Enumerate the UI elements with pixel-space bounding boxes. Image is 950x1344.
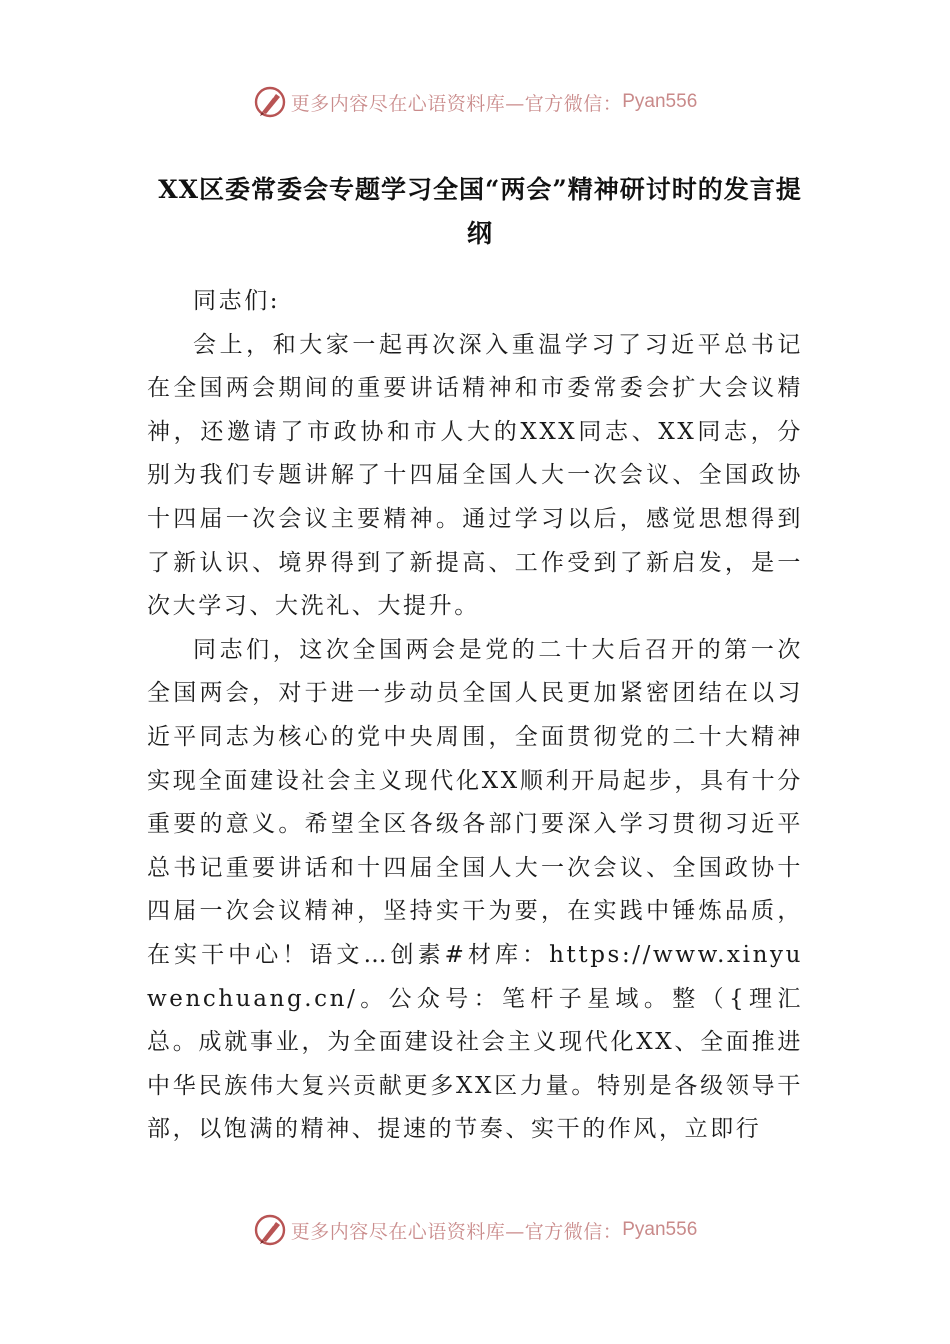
salutation: 同志们:	[193, 288, 281, 314]
document-body	[147, 280, 803, 1152]
wechat-id: Pyan556	[622, 91, 698, 112]
paragraph-1: 会上，和大家一起再次深入重温学习了习近平总书记在全国两会期间的重要讲话精神和市委常委会扩大会议精神，还邀请了市政协和市人大的XXX同志、XX同志，分别为我们专题讲解了十四届全国人大一次会议、全国政协十四届一次会议主要精神。通过学习以后，感觉思想得到了新认识、境界得到了新提高、工作受到了新启发，是一次大学习、大洗礼、大提升。	[147, 331, 803, 620]
pen-logo-icon	[253, 85, 287, 119]
pen-logo-icon	[253, 1213, 287, 1247]
paragraph-2: 同志们，这次全国两会是党的二十大后召开的第一次全国两会，对于进一步动员全国人民更加紧密团结在以习近平同志为核心的党中央周围，全面贯彻党的二十大精神实现全面建设社会主义现代化XX顺利开局起步，具有十分重要的意义。希望全区各级各部门要深入学习贯彻习近平总书记重要讲话和十四届全国人大一次会议、全国政协十四届一次会议精神，坚持实干为要，在实践中锤炼品质，在实干中心！语文…创素#材库：https://www.xinyuwenchuang.cn/。公众号：笔杆子星域。整（{理汇总。成就事业，为全面建设社会主义现代化XX、全面推进中华民族伟大复兴贡献更多XX区力量。特别是各级领导干部，以饱满的精神、提速的节奏、实干的作风，立即行	[147, 636, 803, 1143]
wechat-id: Pyan556	[622, 1219, 698, 1240]
header-banner	[0, 80, 950, 124]
document-title: XX区委常委会专题学习全国“两会”精神研讨时的发言提纲	[158, 175, 802, 248]
footer-banner	[0, 1208, 950, 1252]
banner-text: 更多内容尽在心语资料库—官方微信：	[290, 1220, 623, 1243]
banner-text: 更多内容尽在心语资料库—官方微信：	[290, 92, 623, 115]
